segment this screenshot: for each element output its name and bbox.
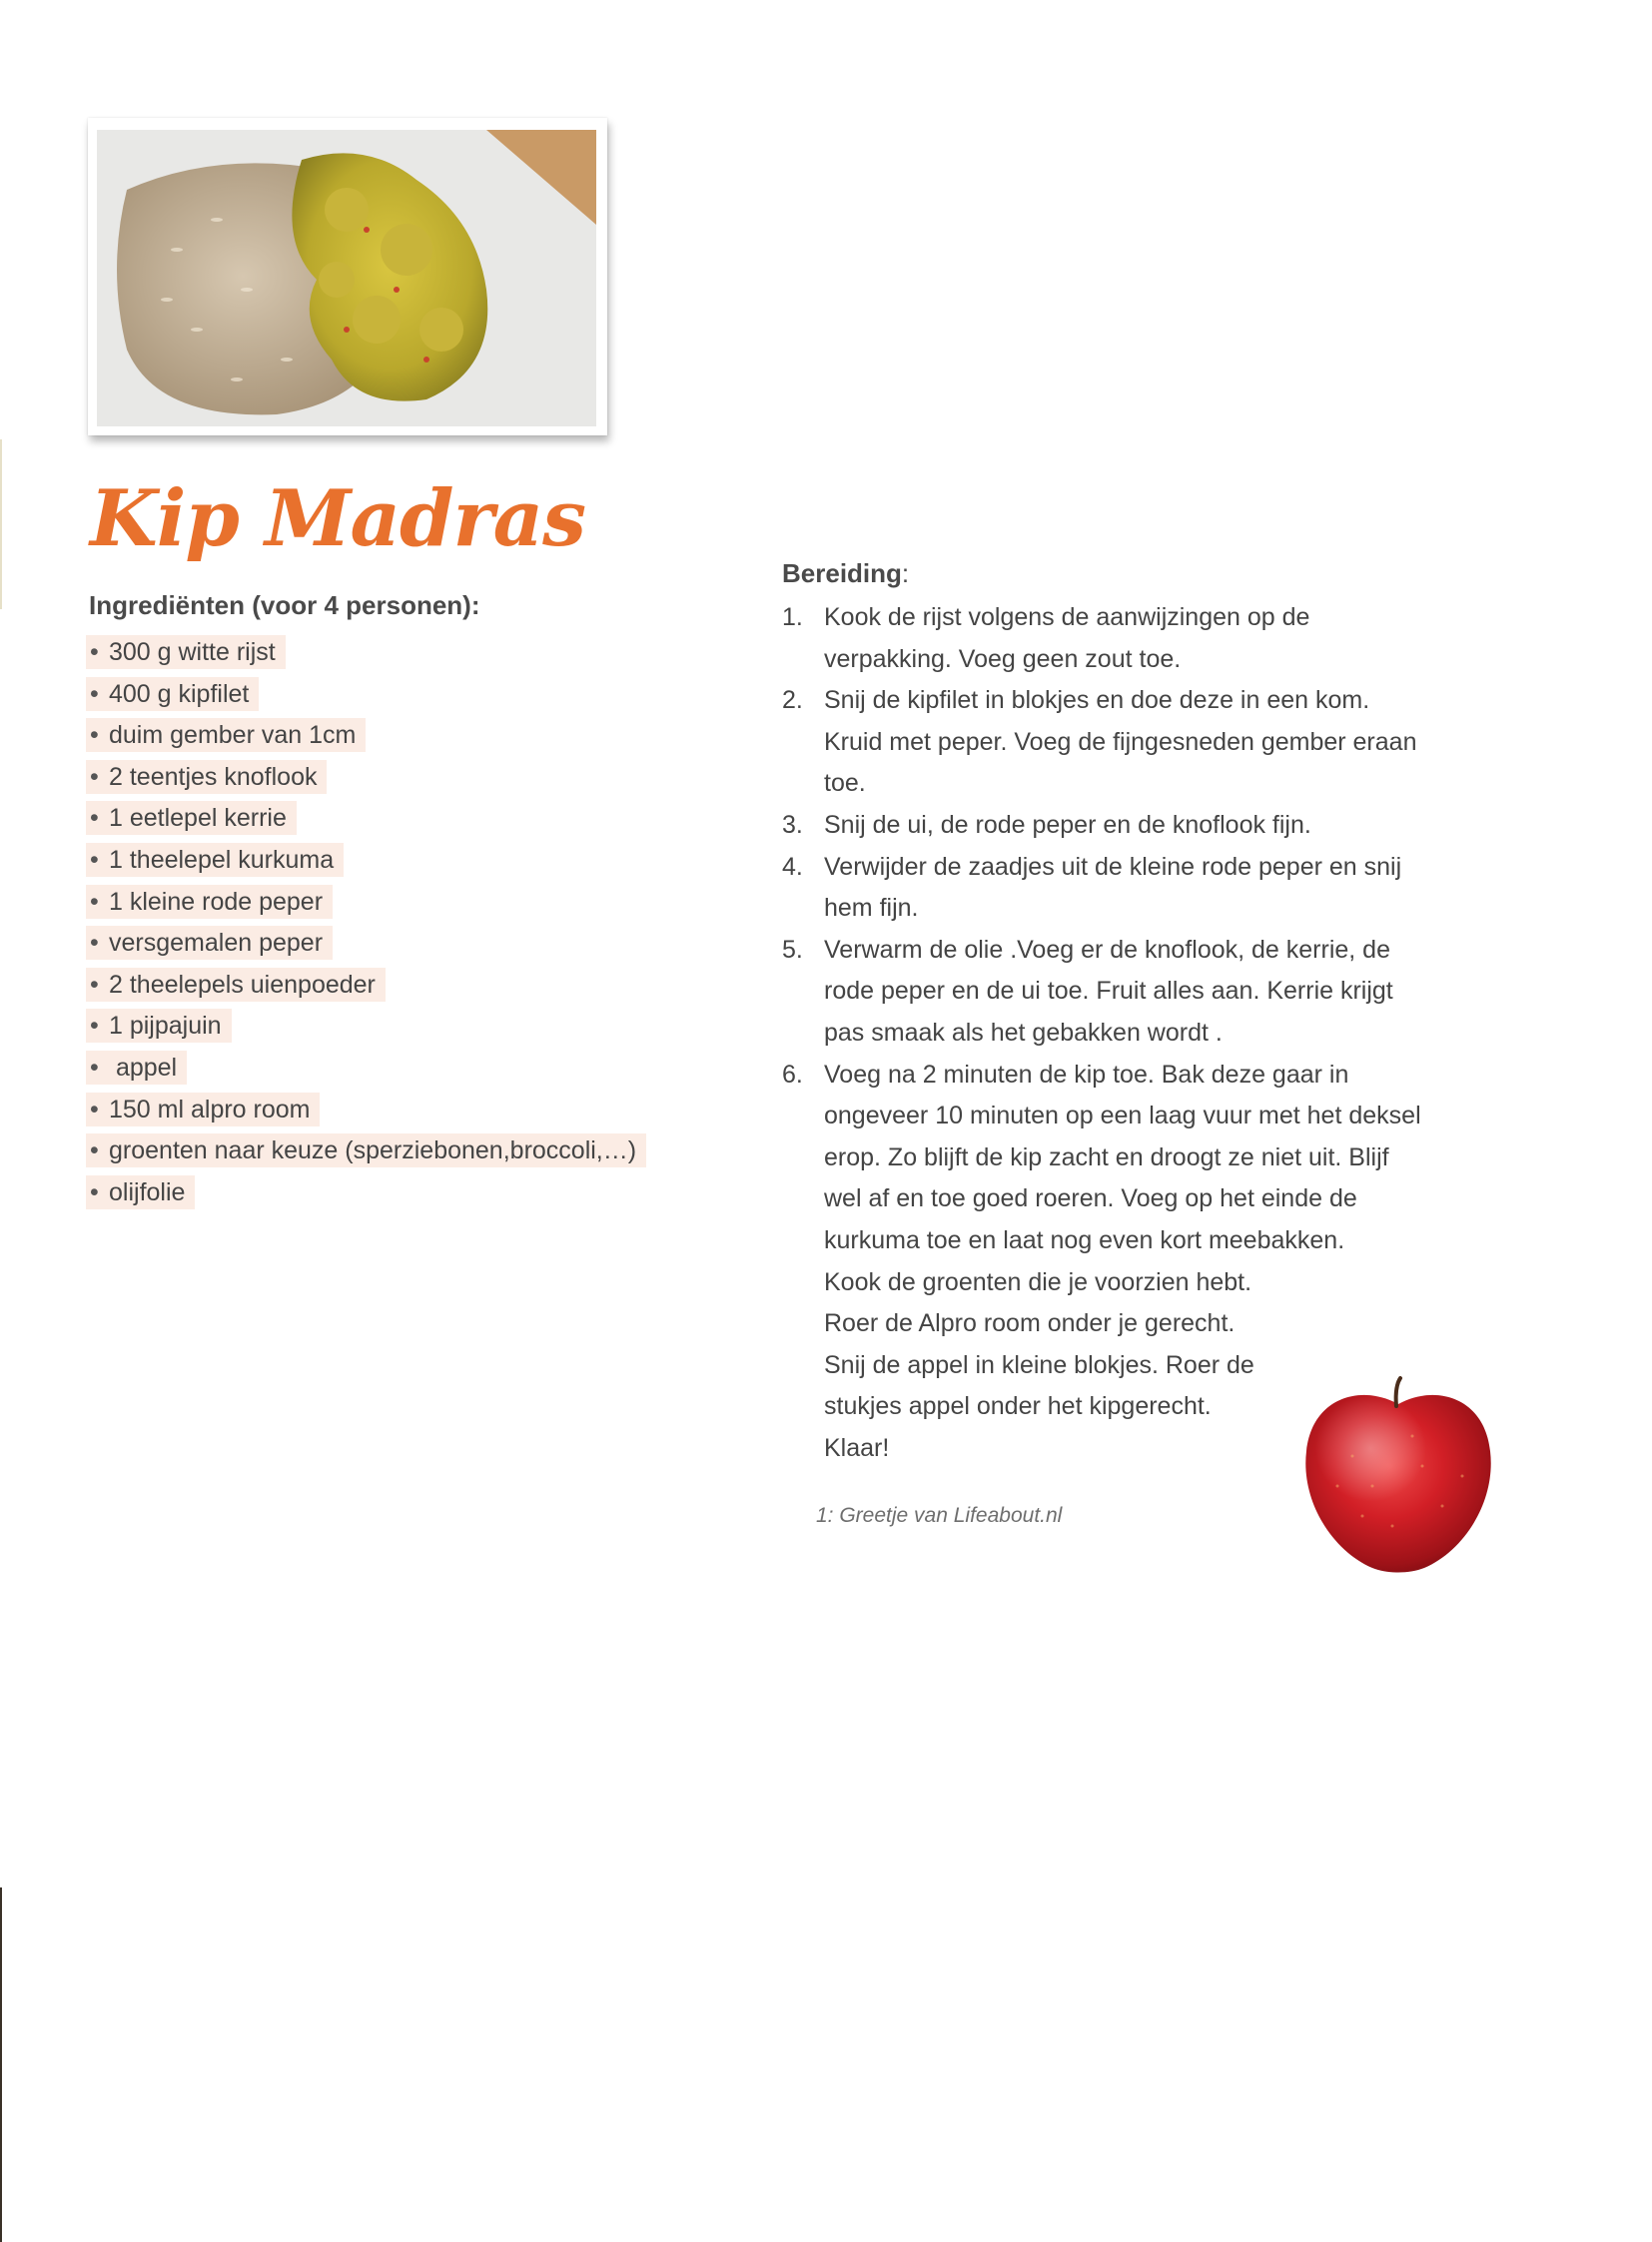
bullet-icon: • — [90, 929, 99, 958]
bullet-icon: • — [90, 679, 99, 708]
step-text: Kruid met peper. Voeg de fijngesneden gember eraan — [824, 727, 1417, 756]
food-photo — [88, 118, 607, 435]
ingredients-heading: Ingrediënten (voor 4 personen): — [89, 590, 480, 620]
ingredient-item — [86, 801, 646, 843]
preparation-heading-label: Bereiding — [782, 558, 902, 588]
bullet-icon: • — [90, 762, 99, 791]
bullet-icon: • — [90, 1095, 99, 1123]
ingredient-text: 1 pijpajuin — [109, 1012, 222, 1041]
ingredient-text: 400 g kipfilet — [109, 679, 250, 708]
step-text: Snij de ui, de rode peper en de knoflook fijn. — [824, 811, 1311, 839]
ingredient-item — [86, 926, 646, 968]
step-text: verpakking. Voeg geen zout toe. — [824, 644, 1182, 673]
ingredient-text: 1 eetlepel kerrie — [109, 804, 287, 833]
page-edge-mark — [0, 1887, 2, 2242]
apple-image — [1292, 1376, 1504, 1574]
bullet-icon: • — [90, 638, 99, 666]
ingredient-text: versgemalen peper — [109, 929, 324, 958]
step-text: stukjes appel onder het kipgerecht. — [824, 1392, 1212, 1421]
ingredient-item — [86, 1093, 646, 1134]
step-text: pas smaak als het gebakken wordt . — [824, 1019, 1223, 1047]
ingredient-text: 2 teentjes knoflook — [109, 762, 318, 791]
step-text: erop. Zo blijft de kip zacht en droogt ze niet uit. Blijf — [824, 1142, 1389, 1171]
ingredient-item — [86, 718, 646, 760]
ingredient-text: appel — [109, 1053, 178, 1082]
step-text: rode peper en de ui toe. Fruit alles aan. Kerrie krijgt — [824, 977, 1393, 1006]
step-text: Snij de kipfilet in blokjes en doe deze in een kom. — [824, 686, 1370, 715]
ingredient-item — [86, 635, 646, 677]
step-number: 5. — [782, 935, 803, 964]
ingredient-text: groenten naar keuze (sperziebonen,broccoli,…) — [109, 1136, 637, 1165]
step-text: Verwarm de olie .Voeg er de knoflook, de kerrie, de — [824, 935, 1390, 964]
ingredient-item — [86, 968, 646, 1010]
bullet-icon: • — [90, 1136, 99, 1165]
ingredient-text: 1 theelepel kurkuma — [109, 845, 335, 874]
step-text: Klaar! — [824, 1434, 890, 1462]
step-text: Kook de rijst volgens de aanwijzingen op de — [824, 603, 1310, 631]
ingredient-text: 2 theelepels uienpoeder — [109, 970, 376, 999]
bullet-icon: • — [90, 804, 99, 833]
step-text: Roer de Alpro room onder je gerecht. — [824, 1309, 1236, 1338]
step-text: Snij de appel in kleine blokjes. Roer de — [824, 1350, 1254, 1379]
ingredients-list — [86, 635, 646, 1216]
ingredient-text: duim gember van 1cm — [109, 721, 357, 750]
step-number: 2. — [782, 686, 803, 715]
bullet-icon: • — [90, 1053, 99, 1082]
ingredient-item — [86, 1133, 646, 1175]
step-text: Voeg na 2 minuten de kip toe. Bak deze gaar in — [824, 1060, 1349, 1089]
step-text: toe. — [824, 769, 866, 798]
step-text: hem fijn. — [824, 894, 919, 923]
step-text: ongeveer 10 minuten op een laag vuur met het deksel — [824, 1102, 1421, 1130]
curry-rice-illustration — [97, 130, 596, 426]
step-number: 3. — [782, 811, 803, 839]
step-text: kurkuma toe en laat nog even kort meebakken. — [824, 1226, 1345, 1254]
bullet-icon: • — [90, 970, 99, 999]
step-number: 4. — [782, 852, 803, 881]
step-number: 1. — [782, 603, 803, 631]
step-text: Kook de groenten die je voorzien hebt. — [824, 1267, 1252, 1296]
preparation-heading-colon: : — [901, 558, 910, 588]
bullet-icon: • — [90, 887, 99, 916]
bullet-icon: • — [90, 845, 99, 874]
ingredient-text: 1 kleine rode peper — [109, 887, 324, 916]
ingredient-text: 150 ml alpro room — [109, 1095, 311, 1123]
ingredient-text: olijfolie — [109, 1177, 186, 1206]
step-text: Verwijder de zaadjes uit de kleine rode peper en snij — [824, 852, 1402, 881]
bullet-icon: • — [90, 1012, 99, 1041]
ingredient-item — [86, 1051, 646, 1093]
ingredient-item — [86, 760, 646, 802]
step-text: wel af en toe goed roeren. Voeg op het einde de — [824, 1184, 1357, 1213]
recipe-title: Kip Madras — [90, 473, 586, 564]
page-edge-mark — [0, 439, 2, 609]
ingredient-item — [86, 1175, 646, 1217]
ingredient-item — [86, 677, 646, 719]
preparation-heading — [782, 558, 909, 589]
ingredient-item — [86, 1009, 646, 1051]
ingredient-text: 300 g witte rijst — [109, 638, 276, 666]
ingredient-item — [86, 843, 646, 885]
bullet-icon: • — [90, 1177, 99, 1206]
bullet-icon: • — [90, 721, 99, 750]
ingredient-item — [86, 885, 646, 927]
step-number: 6. — [782, 1060, 803, 1089]
photo-credit: 1: Greetje van Lifeabout.nl — [816, 1504, 1063, 1527]
